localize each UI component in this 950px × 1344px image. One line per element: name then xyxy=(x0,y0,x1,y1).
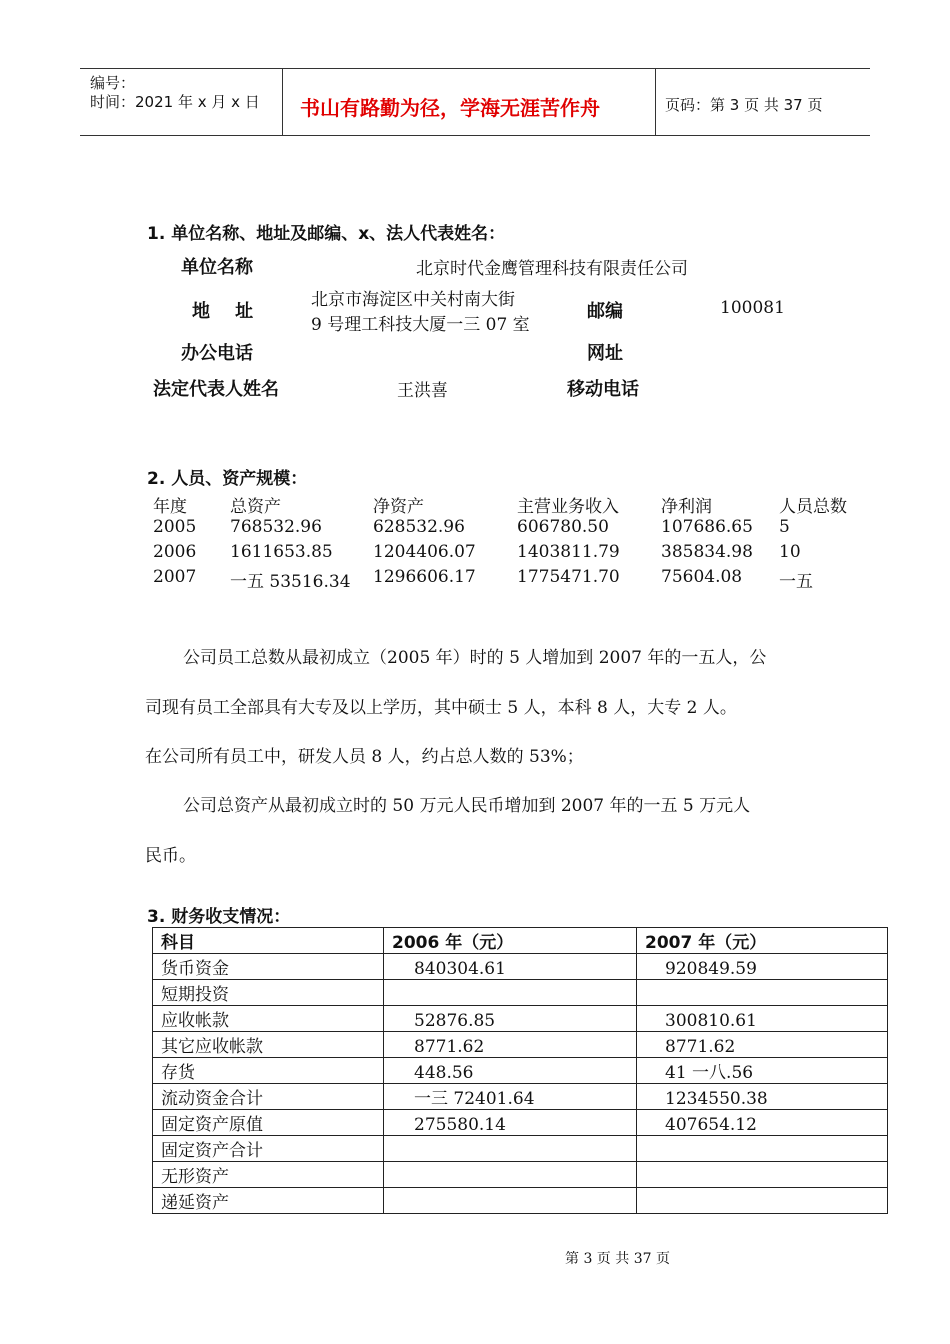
finance-2007 xyxy=(637,980,888,1006)
staff-cell: 1403811.79 xyxy=(517,542,620,562)
header-bottom-rule xyxy=(80,135,870,136)
legal-rep-value: 王洪喜 xyxy=(397,381,448,401)
staff-cell: 5 xyxy=(779,517,790,537)
finance-row xyxy=(153,980,888,1006)
section3-title: 3. 财务收支情况： xyxy=(147,907,291,927)
finance-row xyxy=(153,1110,888,1136)
finance-2007: 300810.61 xyxy=(637,1006,888,1032)
finance-2006 xyxy=(384,980,637,1006)
finance-item: 无形资产 xyxy=(153,1162,384,1188)
finance-row xyxy=(153,954,888,980)
finance-2007: 41 一八.56 xyxy=(637,1058,888,1084)
finance-2006: 448.56 xyxy=(384,1058,637,1084)
finance-2007: 920849.59 xyxy=(637,954,888,980)
finance-item: 短期投资 xyxy=(153,980,384,1006)
header-divider-right xyxy=(655,68,656,136)
finance-item: 应收帐款 xyxy=(153,1006,384,1032)
finance-table xyxy=(152,927,888,1214)
header-motto: 书山有路勤为径，学海无涯苦作舟 xyxy=(300,96,600,120)
assets-paragraph-line: 民币。 xyxy=(145,846,196,866)
finance-2006: 8771.62 xyxy=(384,1032,637,1058)
header-number: 编号： xyxy=(90,74,136,92)
staff-paragraph-line: 在公司所有员工中，研发人员 8 人，约占总人数的 53%； xyxy=(145,747,584,767)
finance-row xyxy=(153,1188,888,1214)
finance-2007: 8771.62 xyxy=(637,1032,888,1058)
header-divider-left xyxy=(282,68,283,136)
staff-cell: 385834.98 xyxy=(661,542,753,562)
staff-cell: 1611653.85 xyxy=(230,542,333,562)
finance-2006 xyxy=(384,1188,637,1214)
finance-item: 流动资金合计 xyxy=(153,1084,384,1110)
staff-cell: 2005 xyxy=(153,517,197,537)
address-label: 地 址 xyxy=(192,301,254,322)
finance-item: 固定资产原值 xyxy=(153,1110,384,1136)
finance-col-header: 2006 年（元） xyxy=(384,928,637,954)
staff-cell: 1204406.07 xyxy=(373,542,476,562)
finance-2006: 275580.14 xyxy=(384,1110,637,1136)
unit-name-label: 单位名称 xyxy=(181,257,253,278)
staff-cell: 10 xyxy=(779,542,801,562)
finance-item: 递延资产 xyxy=(153,1188,384,1214)
staff-col-header: 总资产 xyxy=(230,497,281,517)
finance-2006 xyxy=(384,1162,637,1188)
finance-2007: 1234550.38 xyxy=(637,1084,888,1110)
zip-label: 邮编 xyxy=(587,301,623,322)
staff-cell: 768532.96 xyxy=(230,517,322,537)
finance-col-header: 2007 年（元） xyxy=(637,928,888,954)
staff-cell: 606780.50 xyxy=(517,517,609,537)
finance-row xyxy=(153,1084,888,1110)
finance-2007: 407654.12 xyxy=(637,1110,888,1136)
staff-col-header: 人员总数 xyxy=(779,497,847,517)
finance-item: 存货 xyxy=(153,1058,384,1084)
finance-2006: 840304.61 xyxy=(384,954,637,980)
finance-row xyxy=(153,1058,888,1084)
finance-2007 xyxy=(637,1188,888,1214)
staff-cell: 75604.08 xyxy=(661,567,743,587)
staff-col-header: 主营业务收入 xyxy=(517,497,619,517)
zip-value: 100081 xyxy=(720,298,785,318)
website-label: 网址 xyxy=(587,343,623,364)
staff-cell: 2007 xyxy=(153,567,197,587)
section1-title: 1. 单位名称、地址及邮编、x、法人代表姓名： xyxy=(147,224,506,244)
address-line2: 9 号理工科技大厦一三 07 室 xyxy=(311,315,530,335)
legal-rep-label: 法定代表人姓名 xyxy=(153,379,279,400)
finance-2006: 一三 72401.64 xyxy=(384,1084,637,1110)
finance-2007 xyxy=(637,1136,888,1162)
footer-page-number: 第 3 页 共 37 页 xyxy=(565,1251,670,1267)
finance-item: 货币资金 xyxy=(153,954,384,980)
finance-col-header: 科目 xyxy=(153,928,384,954)
mobile-label: 移动电话 xyxy=(567,379,639,400)
staff-paragraph-line: 司现有员工全部具有大专及以上学历，其中硕士 5 人，本科 8 人，大专 2 人。 xyxy=(145,698,737,718)
staff-cell: 一五 53516.34 xyxy=(230,572,351,592)
finance-2006: 52876.85 xyxy=(384,1006,637,1032)
finance-header-row xyxy=(153,928,888,954)
staff-paragraph-line: 公司员工总数从最初成立（2005 年）时的 5 人增加到 2007 年的一五人，公 xyxy=(183,648,767,668)
staff-cell: 一五 xyxy=(779,572,813,592)
header-top-rule xyxy=(80,68,870,69)
finance-2007 xyxy=(637,1162,888,1188)
assets-paragraph-line: 公司总资产从最初成立时的 50 万元人民币增加到 2007 年的一五 5 万元人 xyxy=(183,796,751,816)
header-date: 时间：2021 年 x 月 x 日 xyxy=(90,93,260,111)
unit-name-value: 北京时代金鹰管理科技有限责任公司 xyxy=(416,259,688,279)
staff-cell: 2006 xyxy=(153,542,197,562)
finance-item: 其它应收帐款 xyxy=(153,1032,384,1058)
staff-col-header: 净资产 xyxy=(373,497,424,517)
finance-row xyxy=(153,1162,888,1188)
staff-cell: 628532.96 xyxy=(373,517,465,537)
staff-cell: 1775471.70 xyxy=(517,567,620,587)
finance-row xyxy=(153,1136,888,1162)
address-line1: 北京市海淀区中关村南大街 xyxy=(311,290,515,310)
finance-row xyxy=(153,1006,888,1032)
header-page-number: 页码：第 3 页 共 37 页 xyxy=(665,96,823,114)
office-phone-label: 办公电话 xyxy=(181,343,253,364)
staff-col-header: 年度 xyxy=(153,497,187,517)
finance-2006 xyxy=(384,1136,637,1162)
section2-title: 2. 人员、资产规模： xyxy=(147,469,308,489)
staff-cell: 107686.65 xyxy=(661,517,753,537)
finance-row xyxy=(153,1032,888,1058)
staff-col-header: 净利润 xyxy=(661,497,712,517)
finance-item: 固定资产合计 xyxy=(153,1136,384,1162)
staff-cell: 1296606.17 xyxy=(373,567,476,587)
